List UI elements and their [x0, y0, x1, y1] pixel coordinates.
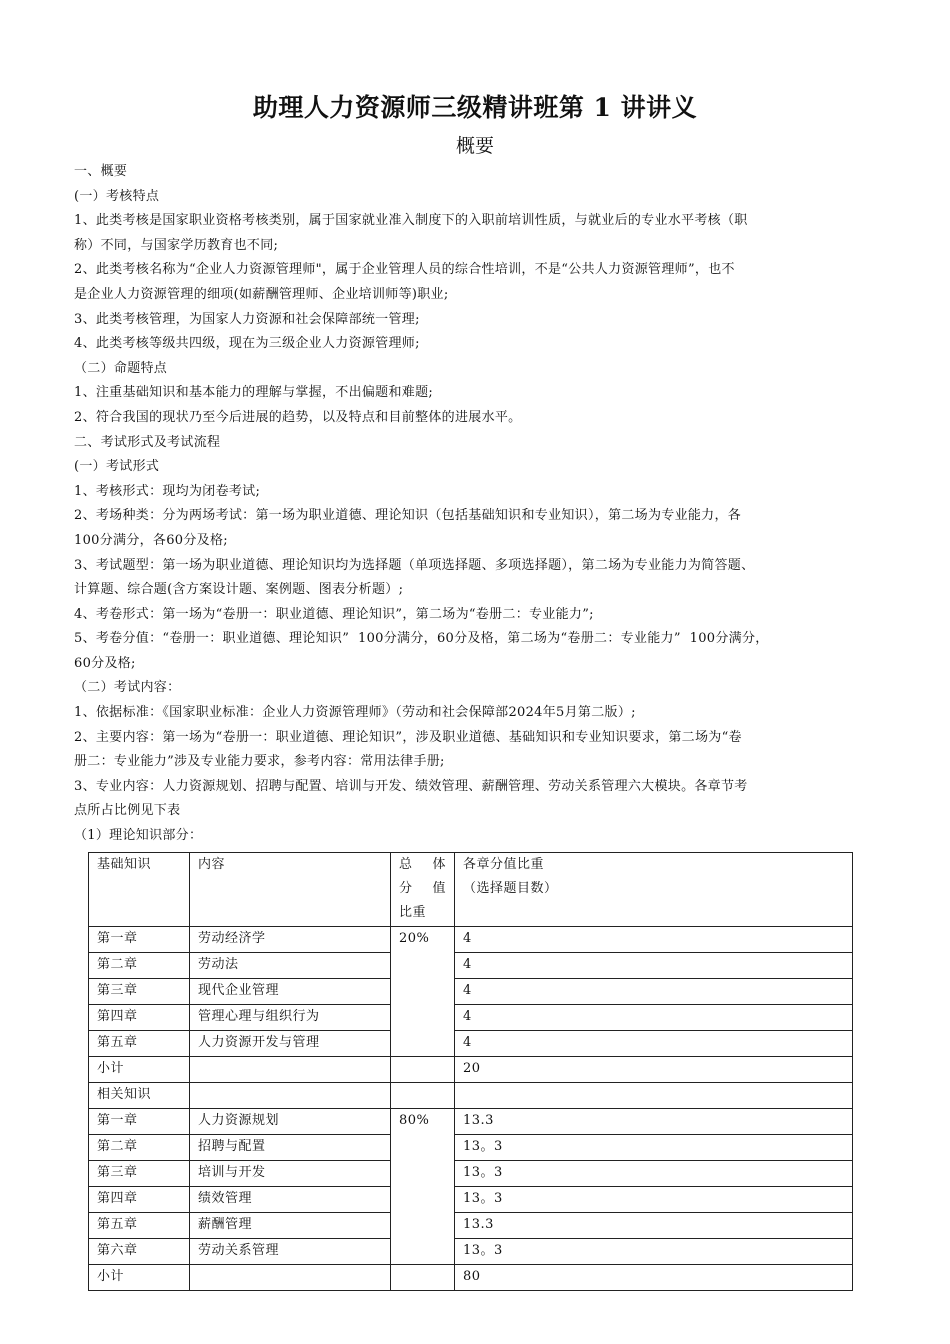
content-cell: 培训与开发: [190, 1161, 391, 1187]
paragraph-line: 是企业人力资源管理的细项(如薪酬管理师、企业培训师等)职业;: [74, 286, 449, 302]
subtotal-label: 小计: [89, 1265, 190, 1291]
chapter-cell: 第五章: [89, 1213, 190, 1239]
chapter-cell: 第六章: [89, 1239, 190, 1265]
content-cell: 劳动经济学: [190, 927, 391, 953]
table-row: [89, 979, 853, 1005]
value-cell: 4: [455, 927, 853, 953]
paragraph-line: 2、符合我国的现状乃至今后进展的趋势，以及特点和目前整体的进展水平。: [74, 409, 522, 425]
header-total-weight-part: 体: [432, 857, 446, 872]
subtotal-row: [89, 1265, 853, 1291]
chapter-cell: 第四章: [89, 1005, 190, 1031]
subsection-heading: （二）命题特点: [74, 360, 168, 376]
value-cell: 4: [455, 1005, 853, 1031]
table-row: [89, 1109, 853, 1135]
paragraph-line: 册二：专业能力”涉及专业能力要求，参考内容：常用法律手册;: [74, 754, 445, 770]
value-cell: 13。3: [455, 1135, 853, 1161]
table-caption: （1）理论知识部分：: [74, 828, 203, 844]
empty-cell: [391, 1265, 455, 1291]
paragraph-line: 计算题、综合题(含方案设计题、案例题、图表分析题）;: [74, 582, 404, 598]
table-row: [89, 1213, 853, 1239]
empty-cell: [455, 1083, 853, 1109]
chapter-cell: 第四章: [89, 1187, 190, 1213]
header-total-weight-part: 比重: [399, 905, 427, 920]
content-cell: 管理心理与组织行为: [190, 1005, 391, 1031]
table-row: [89, 953, 853, 979]
content-cell: 劳动法: [190, 953, 391, 979]
content-cell: 绩效管理: [190, 1187, 391, 1213]
value-cell: 13。3: [455, 1187, 853, 1213]
paragraph-line: 4、考卷形式：第一场为“卷册一：职业道德、理论知识”，第二场为“卷册二：专业能力”;: [74, 606, 594, 622]
content-cell: 招聘与配置: [190, 1135, 391, 1161]
paragraph-line: 称）不同，与国家学历教育也不同;: [74, 237, 279, 253]
chapter-cell: 第一章: [89, 927, 190, 953]
empty-cell: [391, 1083, 455, 1109]
header-chapter-weight: [455, 853, 853, 927]
paragraph-line: 60分及格;: [74, 655, 136, 671]
subsection-heading: (一）考试形式: [74, 459, 160, 475]
value-cell: 13。3: [455, 1161, 853, 1187]
subsection-heading: （二）考试内容：: [74, 680, 181, 696]
header-total-weight-part: 分: [399, 881, 413, 896]
paragraph-line: 点所占比例见下表: [74, 803, 181, 819]
empty-cell: [391, 1057, 455, 1083]
value-cell: 13。3: [455, 1239, 853, 1265]
subtotal-value: 20: [455, 1057, 853, 1083]
table-row: [89, 1031, 853, 1057]
header-chapter-weight-line: 各章分值比重: [463, 857, 545, 872]
content-cell: 现代企业管理: [190, 979, 391, 1005]
paragraph-line: 2、此类考核名称为“企业人力资源管理师"，属于企业管理人员的综合性培训，不是“公共人力资源管理师”，也不: [74, 262, 735, 278]
value-cell: 13.3: [455, 1213, 853, 1239]
subtotal-label: 小计: [89, 1057, 190, 1083]
table-row: [89, 1161, 853, 1187]
table-header-row: [89, 853, 853, 927]
value-cell: 4: [455, 953, 853, 979]
table-row: [89, 1135, 853, 1161]
chapter-cell: 第二章: [89, 1135, 190, 1161]
header-basic-knowledge: 基础知识: [89, 853, 190, 927]
chapter-cell: 第三章: [89, 979, 190, 1005]
paragraph-line: 3、专业内容：人力资源规划、招聘与配置、培训与开发、绩效管理、薪酬管理、劳动关系管理六大模块。各章节考: [74, 778, 748, 794]
paragraph-line: 2、考场种类：分为两场考试：第一场为职业道德、理论知识（包括基础知识和专业知识），第二场为专业能力，各: [74, 508, 742, 524]
document-title: 助理人力资源师三级精讲班第 1 讲讲义: [252, 93, 698, 122]
paragraph-line: 3、考试题型：第一场为职业道德、理论知识均为选择题（单项选择题、多项选择题），第二场为专业能力为简答题、: [74, 557, 755, 573]
empty-cell: [190, 1057, 391, 1083]
paragraph-line: 3、此类考核管理，为国家人力资源和社会保障部统一管理;: [74, 311, 420, 327]
paragraph-line: 5、考卷分值：“卷册一：职业道德、理论知识” 100分满分，60分及格，第二场为“卷册二：专业能力” 100分满分，: [74, 631, 769, 647]
paragraph-line: 1、依据标准：《国家职业标准：企业人力资源管理师》（劳动和社会保障部2024年5月第二版）;: [74, 705, 636, 721]
paragraph-line: 2、主要内容：第一场为“卷册一：职业道德、理论知识”，涉及职业道德、基础知识和专业知识要求，第二场为“卷: [74, 729, 742, 745]
paragraph-line: 100分满分，各60分及格;: [74, 532, 228, 548]
content-cell: 薪酬管理: [190, 1213, 391, 1239]
content-cell: 人力资源规划: [190, 1109, 391, 1135]
value-cell: 13.3: [455, 1109, 853, 1135]
paragraph-line: 1、此类考核是国家职业资格考核类别，属于国家就业准入制度下的入职前培训性质，与就业后的专业水平考核（职: [74, 213, 748, 229]
score-distribution-table: [88, 852, 853, 1291]
document-body: [74, 160, 886, 849]
header-content: 内容: [190, 853, 391, 927]
section-heading: 二、考试形式及考试流程: [74, 434, 221, 450]
subtotal-value: 80: [455, 1265, 853, 1291]
table-row: [89, 1239, 853, 1265]
document-subtitle: 概要: [455, 135, 494, 157]
table-row: [89, 1187, 853, 1213]
related-knowledge-label: 相关知识: [89, 1083, 190, 1109]
chapter-cell: 第三章: [89, 1161, 190, 1187]
related-knowledge-row: [89, 1083, 853, 1109]
chapter-cell: 第二章: [89, 953, 190, 979]
weight-cell: 80%: [391, 1109, 455, 1265]
header-total-weight: [391, 853, 455, 927]
header-total-weight-part: 总: [399, 857, 413, 872]
header-total-weight-part: 值: [432, 881, 446, 896]
paragraph-line: 1、注重基础知识和基本能力的理解与掌握，不出偏题和难题;: [74, 385, 434, 401]
empty-cell: [190, 1083, 391, 1109]
section-heading: 一、概要: [74, 164, 128, 179]
content-cell: 劳动关系管理: [190, 1239, 391, 1265]
empty-cell: [190, 1265, 391, 1291]
value-cell: 4: [455, 979, 853, 1005]
subsection-heading: (一）考核特点: [74, 188, 160, 204]
weight-cell: 20%: [391, 927, 455, 1057]
subtotal-row: [89, 1057, 853, 1083]
table-row: [89, 1005, 853, 1031]
value-cell: 4: [455, 1031, 853, 1057]
content-cell: 人力资源开发与管理: [190, 1031, 391, 1057]
paragraph-line: 1、考核形式：现均为闭卷考试;: [74, 483, 261, 499]
chapter-cell: 第一章: [89, 1109, 190, 1135]
header-chapter-weight-line: （选择题目数）: [463, 881, 558, 896]
chapter-cell: 第五章: [89, 1031, 190, 1057]
paragraph-line: 4、此类考核等级共四级，现在为三级企业人力资源管理师;: [74, 336, 420, 352]
table-row: [89, 927, 853, 953]
